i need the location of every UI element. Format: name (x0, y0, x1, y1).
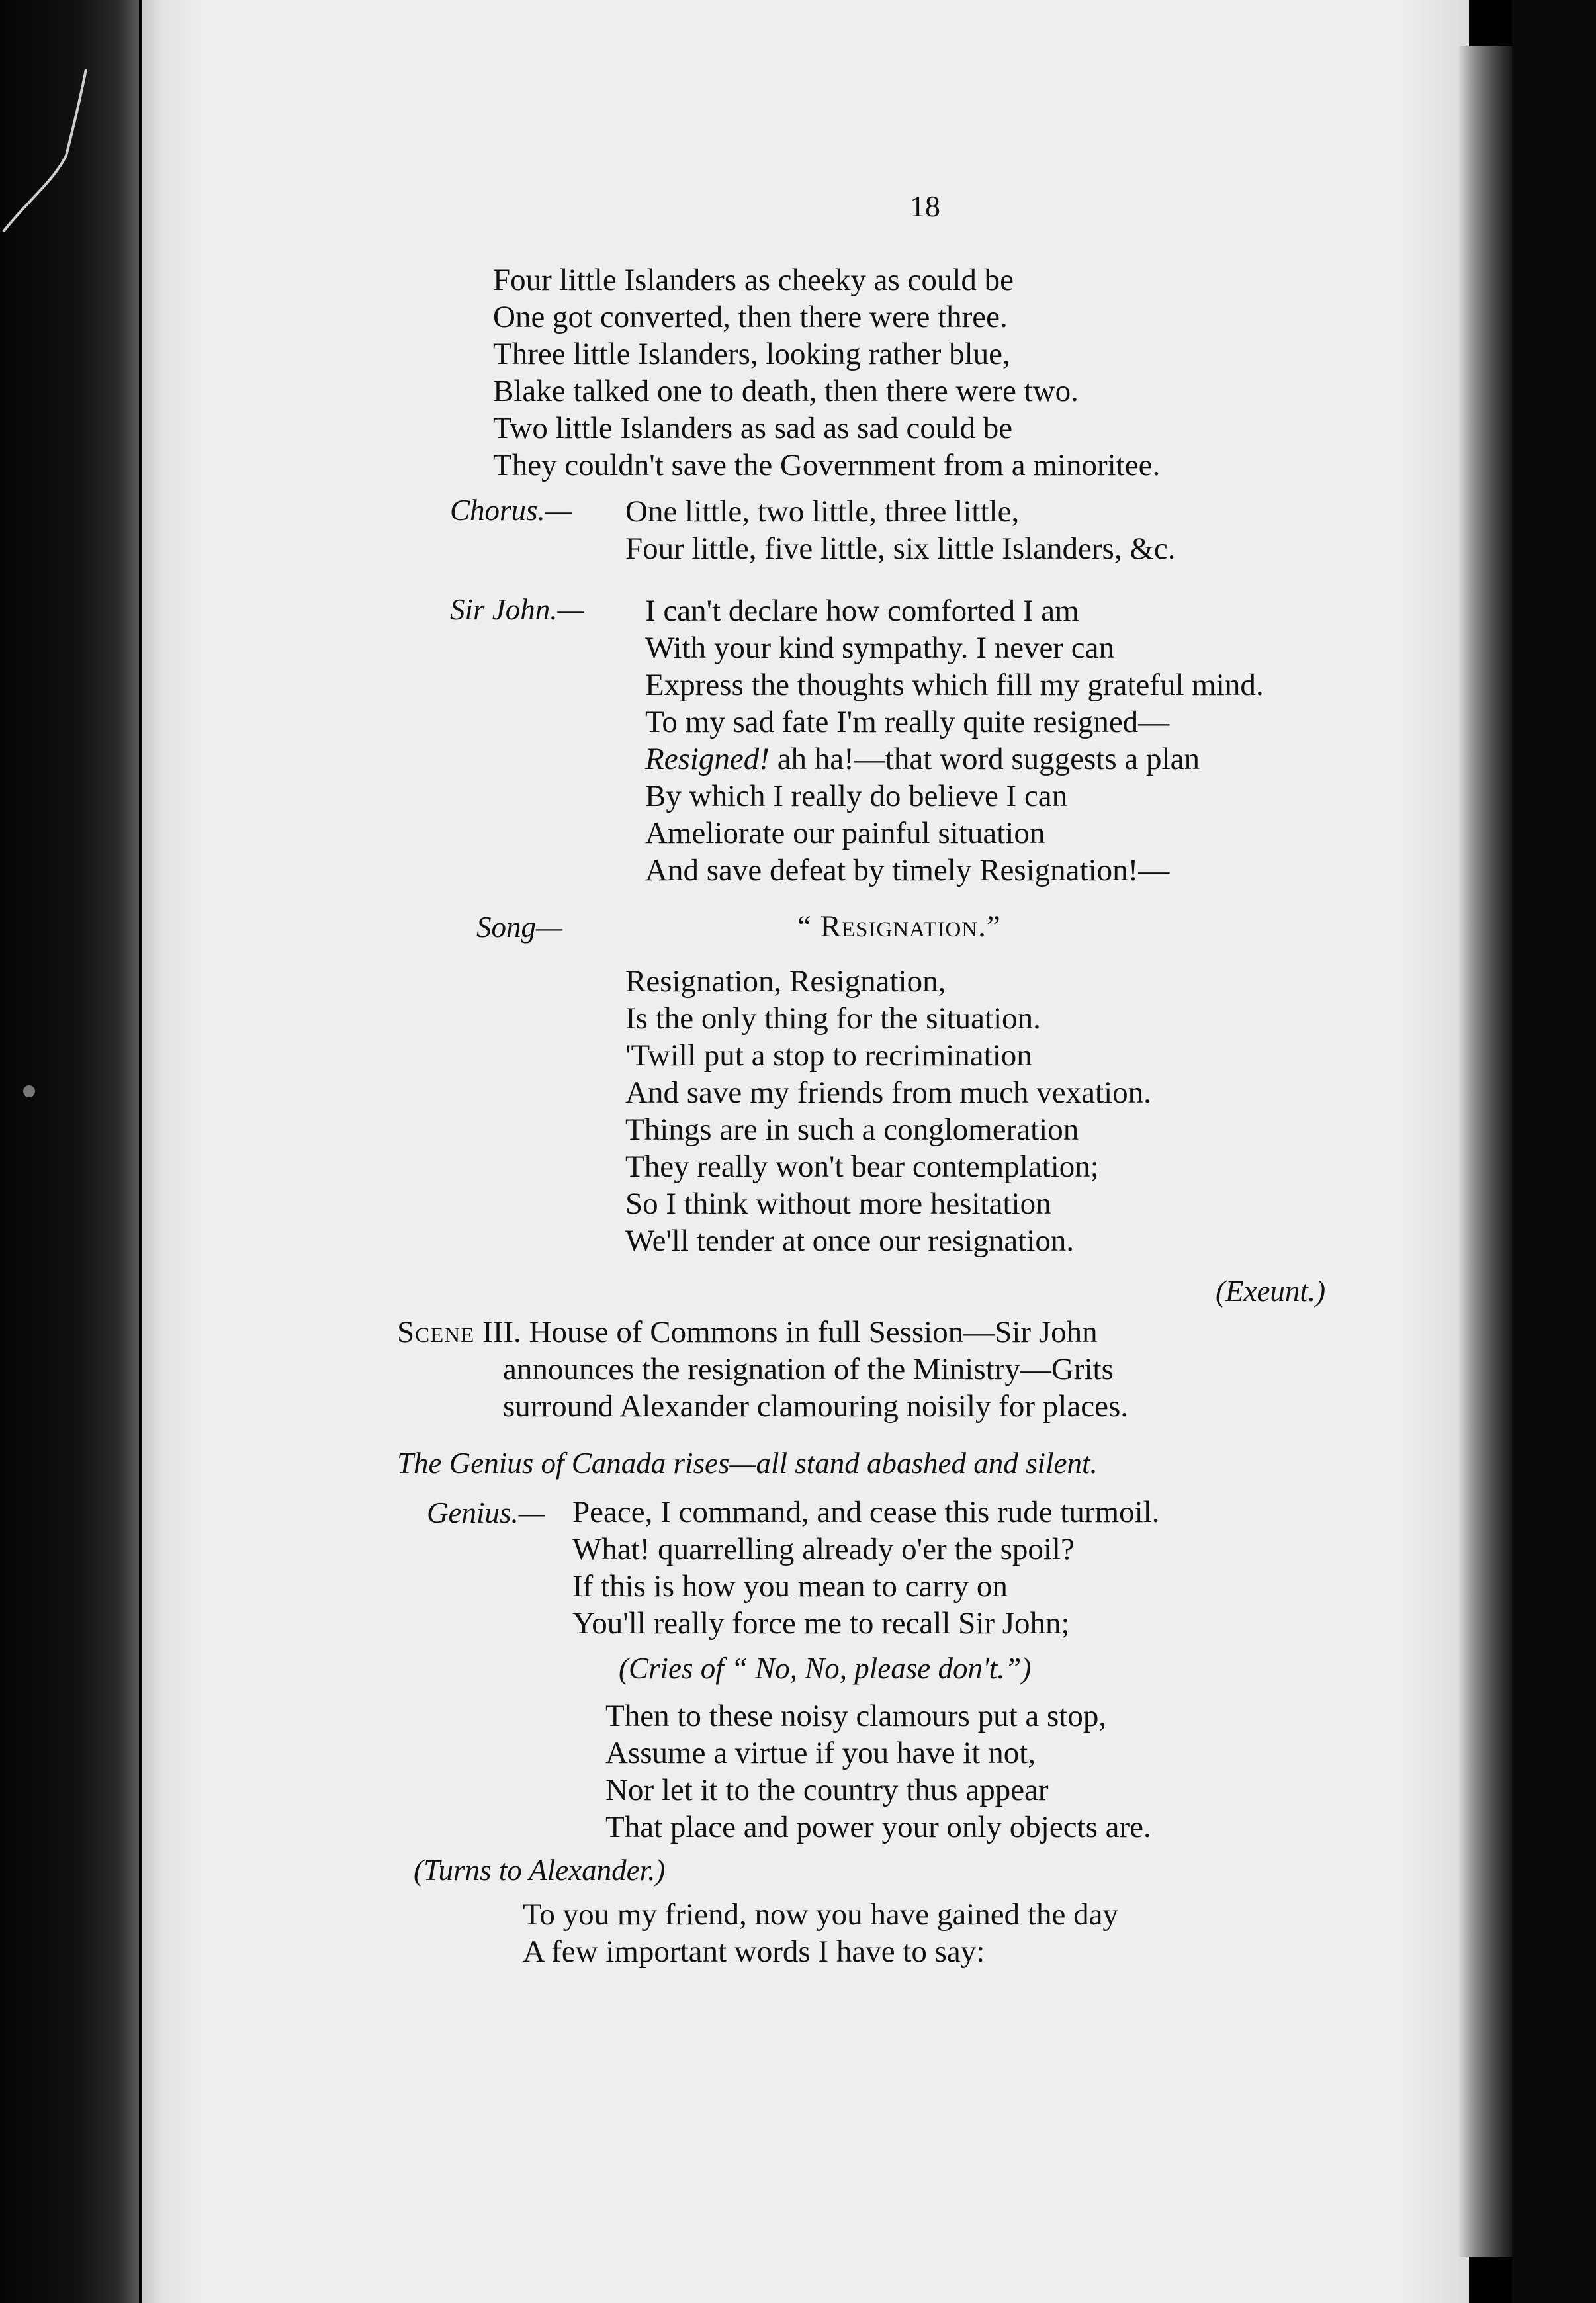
scan-background-right (1512, 0, 1596, 2303)
verse-1 (493, 261, 1160, 484)
verse-line: They really won't bear contemplation; (625, 1150, 1099, 1184)
speaker-song: Song— (476, 911, 563, 944)
genius-lines-a (572, 1494, 1159, 1642)
verse-line: I can't declare how comforted I am (645, 594, 1079, 628)
verse-line (645, 741, 1264, 778)
scene-line: House of Commons in full Session—Sir John (529, 1315, 1098, 1349)
exeunt-direction: (Exeunt.) (1216, 1275, 1326, 1308)
scene-line: surround Alexander clamouring noisily for places. (503, 1389, 1128, 1423)
verse-line: Ameliorate our painful situation (645, 816, 1045, 850)
verse-line: Blake talked one to death, then there were two. (493, 374, 1079, 408)
verse-line: One little, two little, three little, (625, 494, 1020, 529)
verse-line: Assume a virtue if you have it not, (605, 1736, 1036, 1770)
speaker-genius: Genius.— (427, 1496, 545, 1529)
verse-line: Two little Islanders as sad as sad could be (493, 411, 1013, 445)
verse-line: They couldn't save the Government from a minoritee. (493, 448, 1161, 482)
verse-line: A few important words I have to say: (523, 1934, 985, 1969)
cries-direction: (Cries of “ No, No, please don't.”) (619, 1652, 1032, 1685)
verse-line: You'll really force me to recall Sir John; (572, 1606, 1070, 1641)
song-title: “ Resignation.” (797, 909, 1001, 944)
verse-line: Nor let it to the country thus appear (605, 1773, 1049, 1807)
book-page (142, 0, 1469, 2303)
genius-rises-direction: The Genius of Canada rises—all stand abashed and silent. (397, 1447, 1098, 1480)
song-lines (625, 963, 1151, 1259)
verse-line-rest: ah ha!—that word suggests a plan (777, 742, 1200, 776)
verse-line: Is the only thing for the situation. (625, 1001, 1041, 1036)
scene-description (503, 1351, 1128, 1425)
turns-direction: (Turns to Alexander.) (414, 1854, 666, 1887)
book-binding-edge (0, 0, 139, 2303)
verse-line: Three little Islanders, looking rather blue, (493, 337, 1010, 371)
verse-line: We'll tender at once our resignation. (625, 1224, 1075, 1258)
verse-line: Peace, I command, and cease this rude turmoil. (572, 1495, 1160, 1529)
sir-john-lines (645, 592, 1264, 889)
scene-line: announces the resignation of the Ministry—Grits (503, 1352, 1114, 1386)
verse-line: So I think without more hesitation (625, 1187, 1051, 1221)
verse-line: To you my friend, now you have gained the day (523, 1897, 1118, 1932)
verse-line: By which I really do believe I can (645, 779, 1068, 813)
page-edge-crease (0, 63, 99, 235)
verse-line: One got converted, then there were three. (493, 300, 1008, 334)
verse-line: Resignation, Resignation, (625, 964, 946, 999)
genius-lines-b (605, 1697, 1151, 1846)
verse-line: Four little Islanders as cheeky as could be (493, 263, 1014, 297)
closing-lines (523, 1896, 1118, 1970)
scene-number: III. (482, 1315, 521, 1349)
verse-line: And save my friends from much vexation. (625, 1075, 1151, 1110)
speaker-sir-john: Sir John.— (450, 593, 584, 626)
verse-line: If this is how you mean to carry on (572, 1569, 1008, 1603)
verse-line: To my sad fate I'm really quite resigned— (645, 705, 1170, 739)
page-fold-shadow (1459, 46, 1512, 2257)
verse-line: Things are in such a conglomeration (625, 1112, 1079, 1147)
verse-line: Then to these noisy clamours put a stop, (605, 1699, 1107, 1733)
verse-line: With your kind sympathy. I never can (645, 631, 1115, 665)
verse-line: Four little, five little, six little Islanders, &c. (625, 531, 1176, 566)
verse-line: What! quarrelling already o'er the spoil? (572, 1532, 1075, 1566)
scene-heading (397, 1314, 1098, 1351)
speaker-chorus: Chorus.— (450, 494, 572, 527)
verse-line: Express the thoughts which fill my grateful mind. (645, 668, 1264, 702)
resigned-word: Resigned! (645, 742, 770, 776)
verse-line: 'Twill put a stop to recrimination (625, 1038, 1032, 1073)
page-number: 18 (910, 189, 940, 223)
chorus-lines (625, 493, 1176, 567)
verse-line: That place and power your only objects are. (605, 1810, 1151, 1844)
ink-speck (23, 1085, 35, 1097)
verse-line: And save defeat by timely Resignation!— (645, 853, 1170, 887)
scene-label: Scene (397, 1315, 475, 1349)
